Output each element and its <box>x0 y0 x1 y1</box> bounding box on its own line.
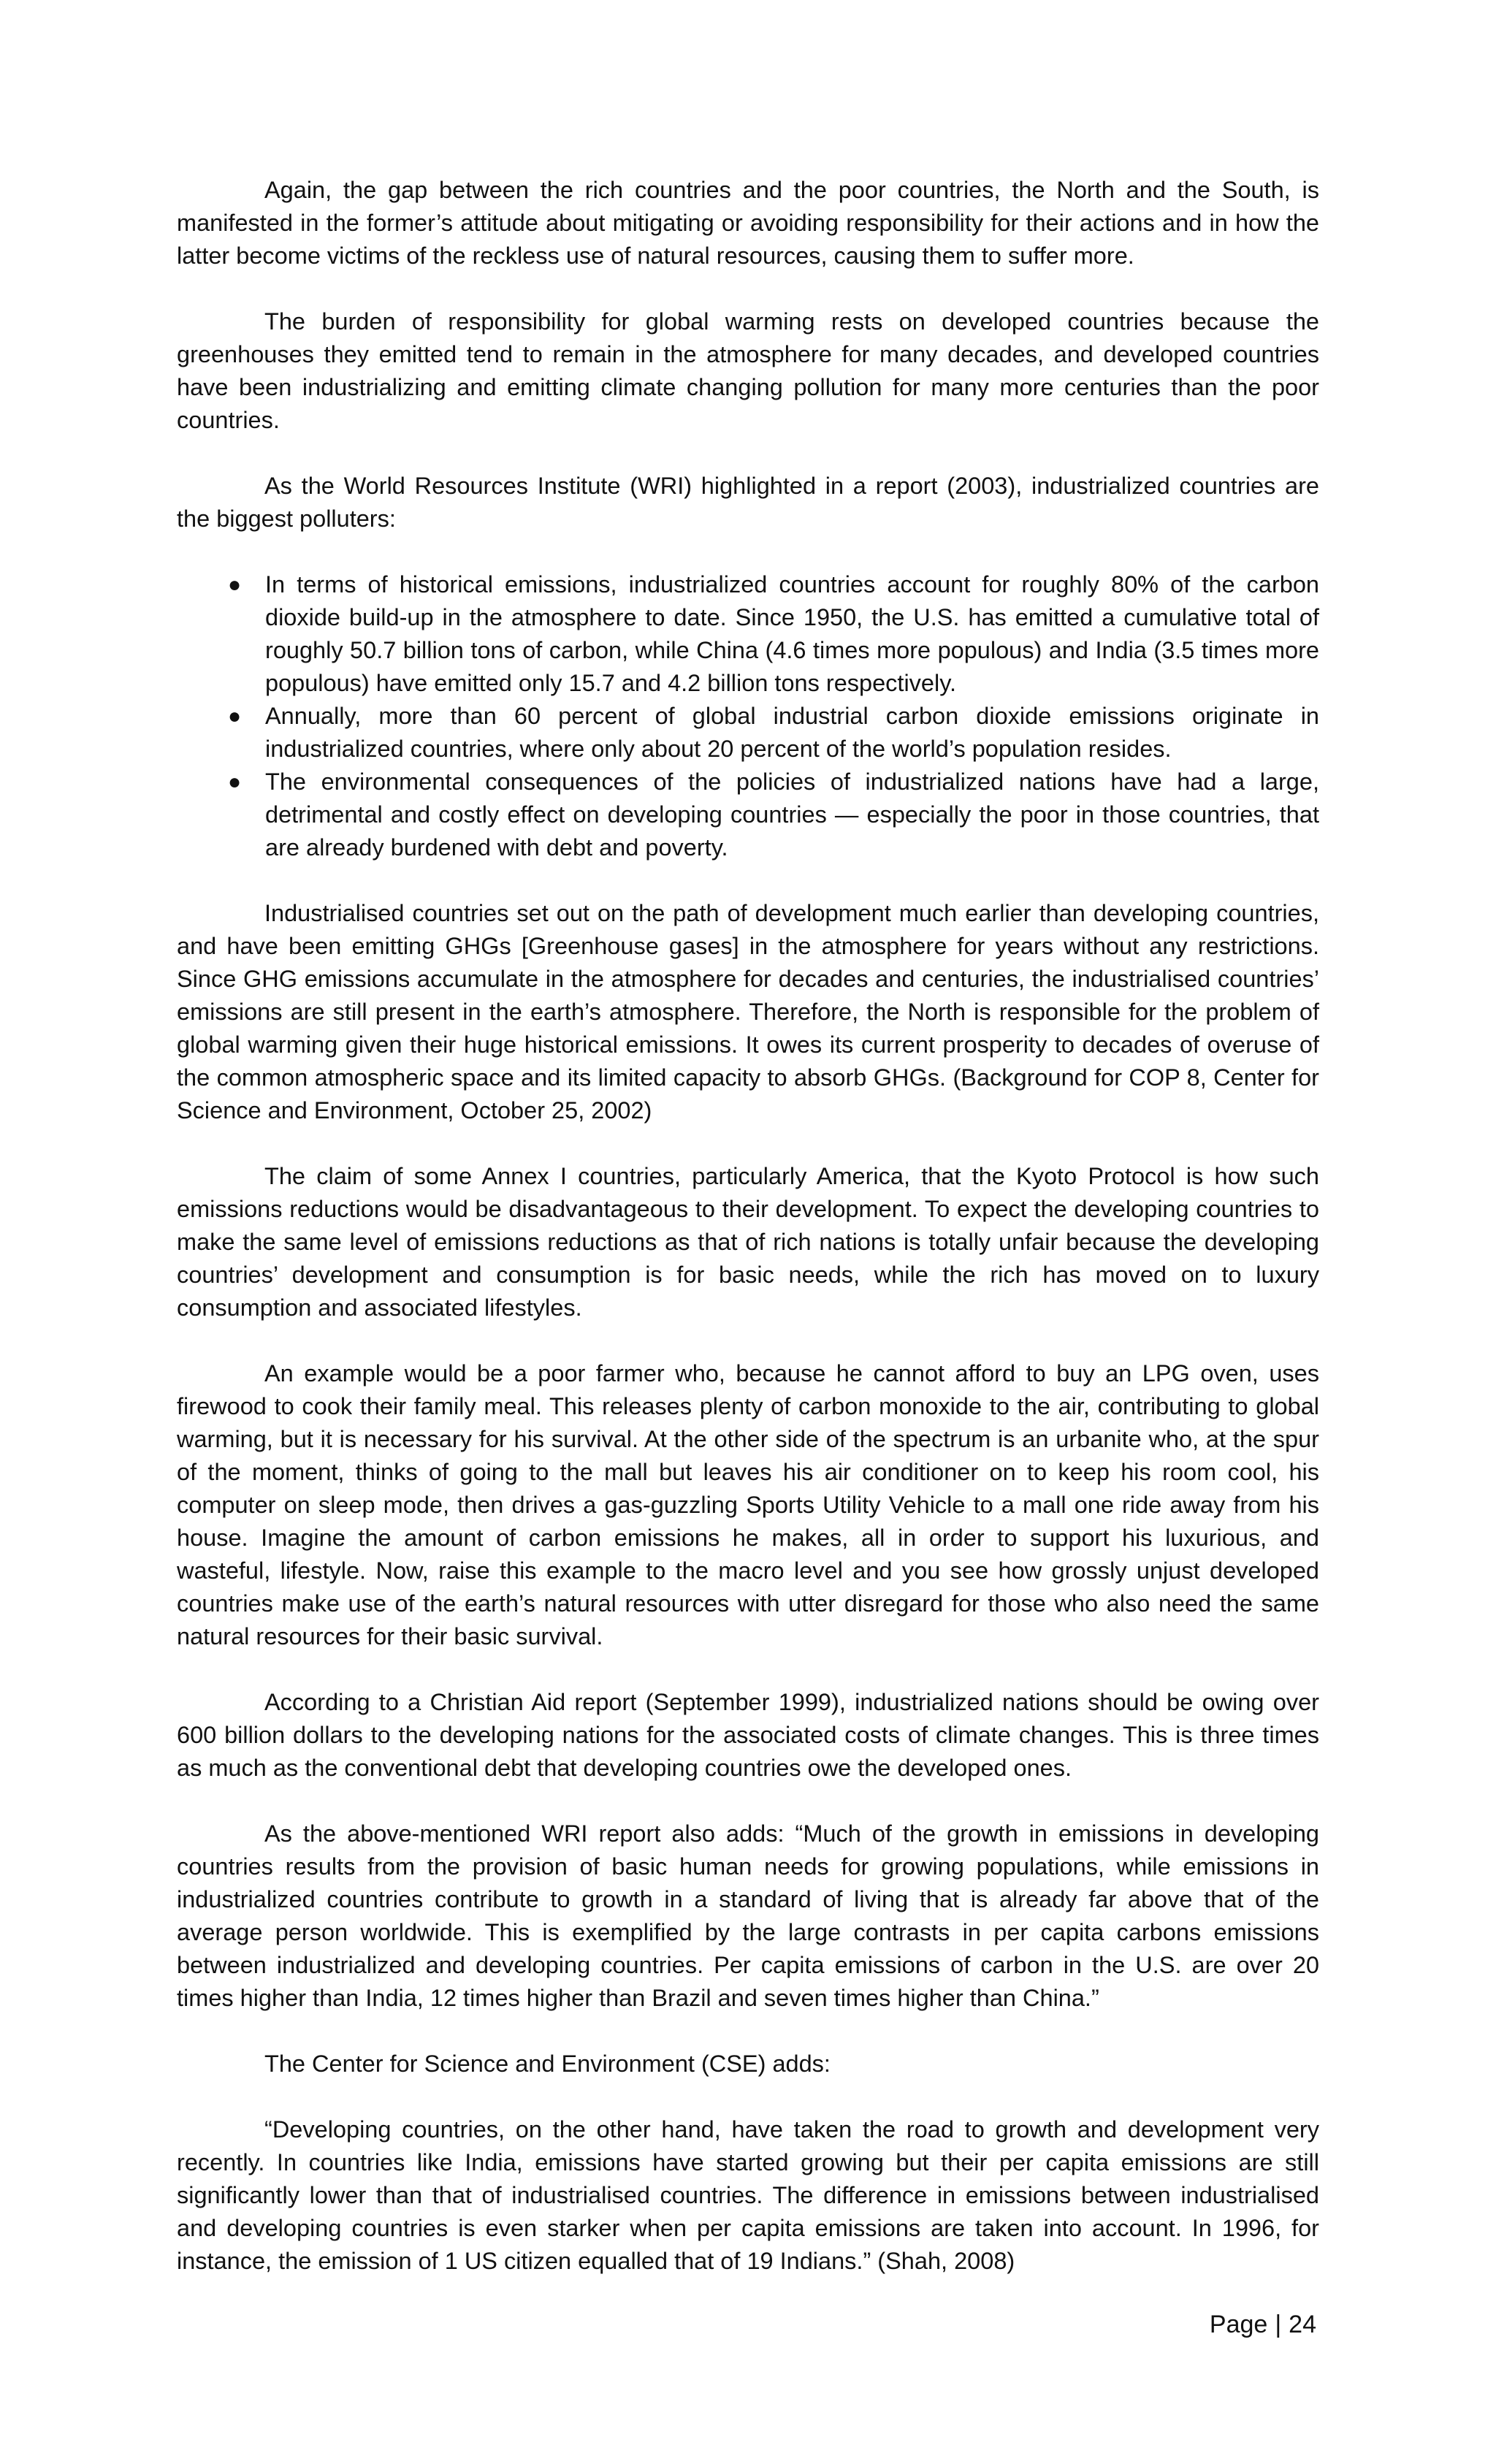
bullet-list <box>177 568 1319 864</box>
bullet-icon: ● <box>227 573 242 597</box>
paragraph: The claim of some Annex I countries, particularly America, that the Kyoto Protocol is how such emissions reductions would be disadvantageous to their development. To expect the developing countries to make the same level of emissions reductions as that of rich nations is totally unfair because the developing countries’ development and consumption is for basic needs, while the rich has moved on to luxury consumption and associated lifestyles. <box>177 1163 1319 1321</box>
paragraph: According to a Christian Aid report (September 1999), industrialized nations should be owing over 600 billion dollars to the developing nations for the associated costs of climate changes. This is three times as much as the conventional debt that developing countries owe the developed ones. <box>177 1689 1319 1781</box>
bullet-item <box>177 700 1319 766</box>
bullet-text: The environmental consequences of the policies of industrialized nations have had a large, detrimental and costly effect on developing countries — especially the poor in those countries, that are already burdened with debt and poverty. <box>265 768 1319 861</box>
paragraph: The Center for Science and Environment (CSE) adds: <box>264 2051 831 2077</box>
page-label: Page <box>1209 2311 1268 2338</box>
bullet-text: In terms of historical emissions, industrialized countries account for roughly 80% of the carbon dioxide build-up in the atmosphere to date. Since 1950, the U.S. has emitted a cumulative total of roughly 50.7 billion tons of carbon, while China (4.6 times more populous) and India (3.5 times more populous) have emitted only 15.7 and 4.2 billion tons respectively. <box>265 571 1319 696</box>
page-footer <box>1210 2308 1316 2341</box>
paragraph: As the World Resources Institute (WRI) highlighted in a report (2003), industrialized countries are the biggest polluters: <box>177 473 1319 532</box>
paragraph: As the above-mentioned WRI report also adds: “Much of the growth in emissions in developing countries results from the provision of basic human needs for growing populations, while emissions in industrialized countries contribute to growth in a standard of living that is already far above that of the average person worldwide. This is exemplified by the large contrasts in per capita carbons emissions between industrialized and developing countries. Per capita emissions of carbon in the U.S. are over 20 times higher than India, 12 times higher than Brazil and seven times higher than China.” <box>177 1820 1319 2011</box>
paragraph: An example would be a poor farmer who, because he cannot afford to buy an LPG oven, uses firewood to cook their family meal. This releases plenty of carbon monoxide to the air, contributing to global warming, but it is necessary for his survival. At the other side of the spectrum is an urbanite who, at the spur of the moment, thinks of going to the mall but leaves his air conditioner on to keep his room cool, his computer on sleep mode, then drives a gas-guzzling Sports Utility Vehicle to a mall one ride away from his house. Imagine the amount of carbon emissions he makes, all in order to support his luxurious, and wasteful, lifestyle. Now, raise this example to the macro level and you see how grossly unjust developed countries make use of the earth’s natural resources with utter disregard for those who also need the same natural resources for their basic survival. <box>177 1360 1319 1649</box>
bullet-text: Annually, more than 60 percent of global industrial carbon dioxide emissions originate in industrialized countries, where only about 20 percent of the world’s population resides. <box>265 703 1319 762</box>
paragraph: Again, the gap between the rich countries and the poor countries, the North and the South, is manifested in the former’s attitude about mitigating or avoiding responsibility for their actions and in how the latter become victims of the reckless use of natural resources, causing them to suffer more. <box>177 177 1319 269</box>
page-number: 24 <box>1289 2311 1316 2338</box>
bullet-icon: ● <box>227 704 242 728</box>
bullet-icon: ● <box>227 770 242 794</box>
paragraph: The burden of responsibility for global warming rests on developed countries because the greenhouses they emitted tend to remain in the atmosphere for many decades, and developed countries have been industrializing and emitting climate changing pollution for many more centuries than the poor countries. <box>177 308 1319 433</box>
paragraph: Industrialised countries set out on the path of development much earlier than developing countries, and have been emitting GHGs [Greenhouse gases] in the atmosphere for years without any restrictions. Since GHG emissions accumulate in the atmosphere for decades and centuries, the industrialised countries’ emissions are still present in the earth’s atmosphere. Therefore, the North is responsible for the problem of global warming given their huge historical emissions. It owes its current prosperity to decades of overuse of the common atmospheric space and its limited capacity to absorb GHGs. (Background for COP 8, Center for Science and Environment, October 25, 2002) <box>177 900 1319 1124</box>
bullet-item <box>177 568 1319 700</box>
page-separator: | <box>1275 2311 1282 2338</box>
document-body <box>177 174 1319 2311</box>
bullet-item <box>177 766 1319 864</box>
quote-paragraph: “Developing countries, on the other hand, have taken the road to growth and development very recently. In countries like India, emissions have started growing but their per capita emissions are still significantly lower than that of industrialised countries. The difference in emissions between industrialised and developing countries is even starker when per capita emissions are taken into account. In 1996, for instance, the emission of 1 US citizen equalled that of 19 Indians.” (Shah, 2008) <box>177 2116 1319 2274</box>
